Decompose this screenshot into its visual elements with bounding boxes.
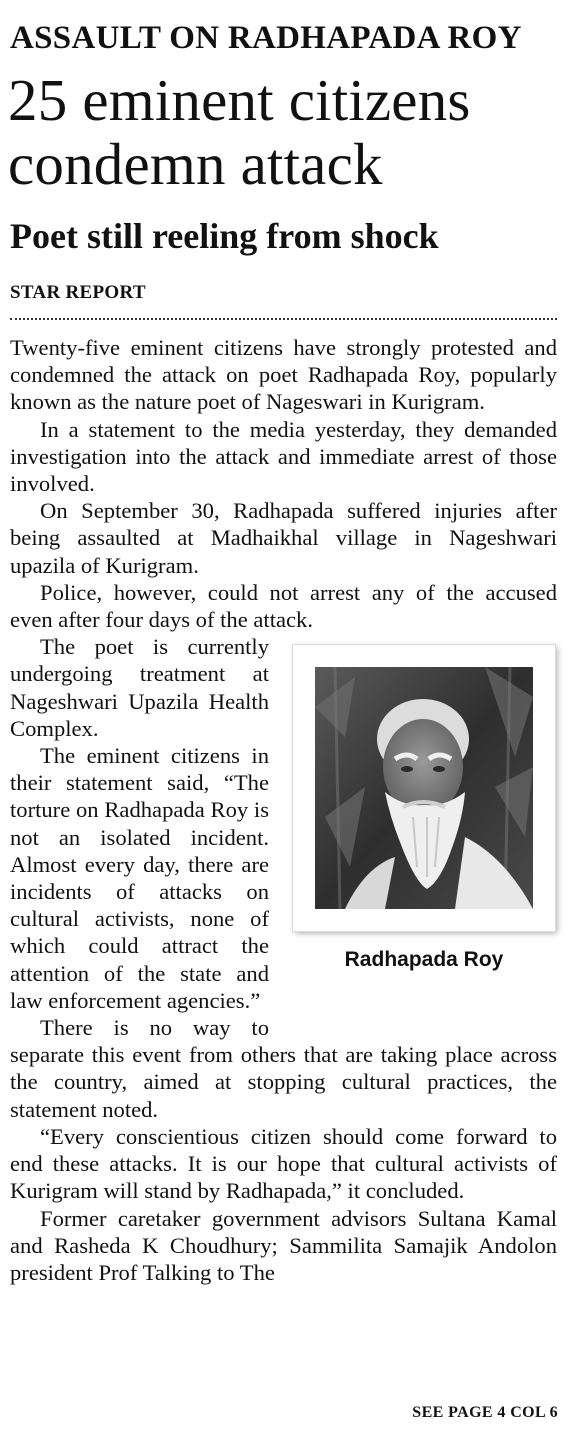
paragraph-5: The poet is currently undergoing treatment at Nageshwari Upazila Health Complex. xyxy=(10,634,269,741)
portrait-photo xyxy=(315,667,533,909)
dotted-divider xyxy=(10,318,557,320)
paragraph-3: On September 30, Radhapada suffered injuries after being assaulted at Madhaikhal village in Nageshwari upazila of Kurigram. xyxy=(10,498,557,578)
photo-figure xyxy=(291,645,557,1027)
jump-line: SEE PAGE 4 COL 6 xyxy=(412,1404,558,1421)
paragraph-8: “Every conscientious citizen should come forward to end these attacks. It is our hope that cultural activists of Kurigram will stand by Radhapada,” it concluded. xyxy=(10,1123,557,1204)
byline: STAR REPORT xyxy=(10,282,146,303)
paragraph-6: The eminent citizens in their statement said, “The torture on Radhapada Roy is not an isolated incident. Almost every day, there are incidents of attacks on cultural activists, none of which could attract the attention of the state and law enforcement agencies.” xyxy=(10,743,269,1013)
paragraph-1: Twenty-five eminent citizens have strongly protested and condemned the attack on poet Radhapada Roy, popularly known as the nature poet of Nageswari in Kurigram. xyxy=(10,335,557,415)
subheadline: Poet still reeling from shock xyxy=(10,216,439,256)
headline-line-1: 25 eminent citizens xyxy=(8,67,471,133)
headline xyxy=(8,68,570,196)
paragraph-2: In a statement to the media yesterday, they demanded investigation into the attack and immediate arrest of those involved. xyxy=(10,416,557,497)
headline-line-2: condemn attack xyxy=(8,131,383,197)
paragraph-9: Former caretaker government advisors Sultana Kamal and Rasheda K Choudhury; Sammilita Samajik Andolon president Prof Talking to The xyxy=(10,1205,557,1285)
photo-caption: Radhapada Roy xyxy=(344,948,504,972)
paragraph-7: There is no way to separate this event from others that are taking place across the country, aimed at stopping cultural practices, the statement noted. xyxy=(10,1015,557,1122)
kicker: ASSAULT ON RADHAPADA ROY xyxy=(10,20,522,56)
paragraph-4: Police, however, could not arrest any of the accused even after four days of the attack. xyxy=(10,579,557,633)
article-body xyxy=(10,334,557,1286)
photo-frame xyxy=(293,645,555,931)
